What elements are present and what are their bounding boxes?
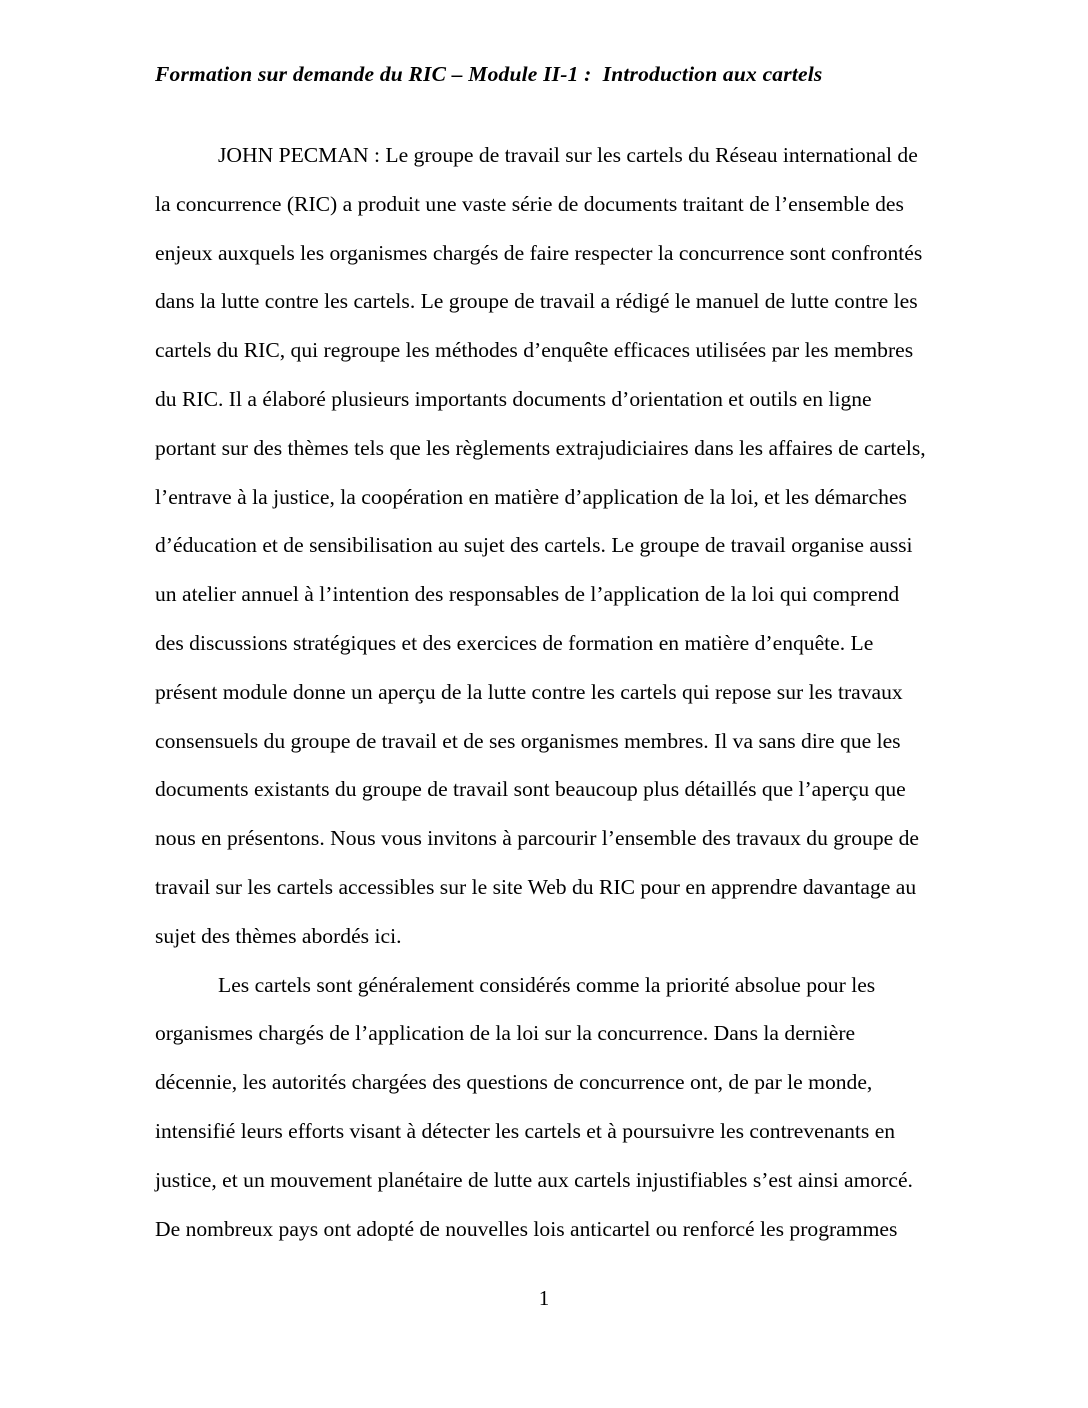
text-line: des discussions stratégiques et des exercices de formation en matière d’enquête. Le [155,630,874,655]
text-line: organismes chargés de l’application de la loi sur la concurrence. Dans la dernière [155,1021,856,1046]
text-line: consensuels du groupe de travail et de ses organismes membres. Il va sans dire que les [155,728,901,753]
text-line: l’entrave à la justice, la coopération en matière d’application de la loi, et les démarches [155,484,907,509]
text-line: dans la lutte contre les cartels. Le groupe de travail a rédigé le manuel de lutte contre les [155,289,918,314]
text-line: JOHN PECMAN : Le groupe de travail sur les cartels du Réseau international de [218,143,918,167]
text-line: du RIC. Il a élaboré plusieurs importants documents d’orientation et outils en ligne [155,386,872,411]
paragraph [155,961,955,1254]
text-line: travail sur les cartels accessibles sur le site Web du RIC pour en apprendre davantage au [155,874,917,899]
text-line: un atelier annuel à l’intention des responsables de l’application de la loi qui comprend [155,582,900,607]
text-line: justice, et un mouvement planétaire de lutte aux cartels injustifiables s’est ainsi amorcé. [155,1167,913,1192]
text-line: portant sur des thèmes tels que les règlements extrajudiciaires dans les affaires de cartels, [155,435,926,460]
text-line: la concurrence (RIC) a produit une vaste série de documents traitant de l’ensemble des [155,191,904,216]
text-line: intensifié leurs efforts visant à détecter les cartels et à poursuivre les contrevenants en [155,1118,896,1143]
page-number: 1 [538,1286,550,1310]
text-line: Les cartels sont généralement considérés comme la priorité absolue pour les [218,972,876,997]
text-line: présent module donne un aperçu de la lutte contre les cartels qui repose sur les travaux [155,679,903,704]
paragraph [155,131,955,961]
document-body [155,131,955,1253]
text-line: nous en présentons. Nous vous invitons à parcourir l’ensemble des travaux du groupe de [155,826,920,851]
text-line: documents existants du groupe de travail sont beaucoup plus détaillés que l’aperçu que [155,777,906,802]
document-header-title: Formation sur demande du RIC – Module II-1 : Introduction aux cartels [155,62,823,86]
text-line: cartels du RIC, qui regroupe les méthodes d’enquête efficaces utilisées par les membres [155,338,914,363]
text-line: d’éducation et de sensibilisation au sujet des cartels. Le groupe de travail organise aussi [155,533,913,558]
text-line: De nombreux pays ont adopté de nouvelles lois anticartel ou renforcé les programmes [155,1216,898,1241]
text-line: sujet des thèmes abordés ici. [155,923,402,948]
text-line: enjeux auxquels les organismes chargés de faire respecter la concurrence sont confrontés [155,240,923,265]
text-line: décennie, les autorités chargées des questions de concurrence ont, de par le monde, [155,1070,873,1095]
